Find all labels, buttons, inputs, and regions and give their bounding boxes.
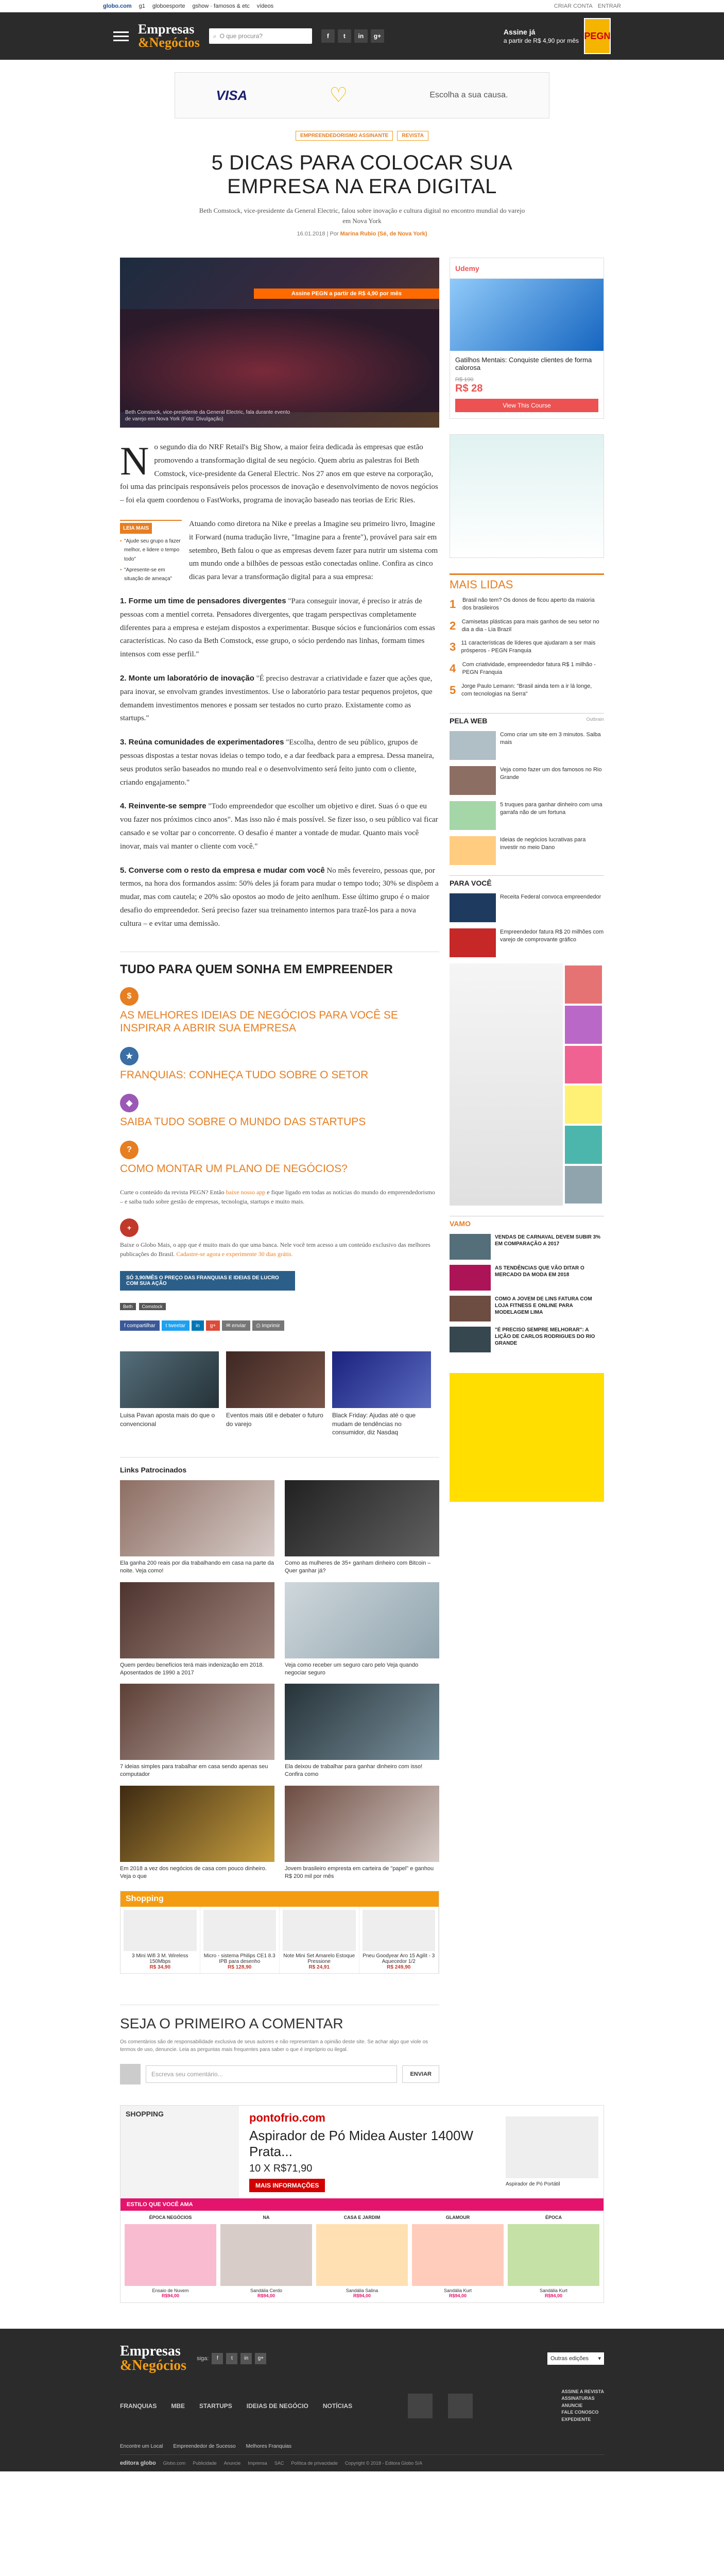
search-icon: ⌕ bbox=[213, 32, 217, 40]
franchise-icon: ★ bbox=[120, 1047, 139, 1065]
card-image bbox=[120, 1351, 219, 1408]
shopping-title: Shopping bbox=[120, 1891, 439, 1907]
vamo-item[interactable]: AS TENDÊNCIAS QUE VÃO DITAR O MERCADO DA MODA EM 2018 bbox=[450, 1265, 604, 1291]
editora-globo-logo[interactable]: editora globo bbox=[120, 2460, 156, 2467]
keyword-tag[interactable]: Comstock bbox=[139, 1303, 166, 1310]
app-store-icon[interactable] bbox=[408, 2394, 433, 2418]
comments-note: Os comentários são de responsabilidade exclusiva de seus autores e não representam a opinião deste site. Se achar algo que viole os termos de uso, denuncie. Leia as perguntas mais frequentes para saber o que é impróprio ou ilegal. bbox=[120, 2039, 428, 2053]
shopping-widget bbox=[120, 1891, 439, 1974]
globo-bar bbox=[0, 0, 724, 12]
fem-product[interactable]: Sandália Kurt R$94,00 bbox=[508, 2224, 599, 2298]
startups-icon: ◆ bbox=[120, 1094, 139, 1112]
legal-link[interactable]: Imprensa bbox=[248, 2461, 267, 2466]
tip-3: 3. Reúna comunidades de experimentadores "Escolha, dentro de seu público, grupos de pessoas dispostas a testar novas ideias o tempo todo, e a dar feedback para a empresa. Dessa maneira, seus produtos serão baseados no mundo real e o desenvolvimento será feito junto com o cliente, criando engajamento." bbox=[120, 738, 434, 787]
sidebar bbox=[450, 258, 604, 1502]
ideas-link[interactable]: AS MELHORES IDEIAS DE NEGÓCIOS PARA VOCÊ SE INSPIRAR A ABRIR SUA EMPRESA bbox=[120, 1009, 398, 1034]
editions-select[interactable]: Outras edições ▾ bbox=[547, 2352, 604, 2365]
mais-lidas-item[interactable]: 3 11 características de líderes que ajudaram a ser mais prósperos - PEGN Franquia bbox=[450, 640, 596, 654]
menu-icon[interactable] bbox=[113, 31, 129, 41]
shopping-label: SHOPPING bbox=[126, 2109, 164, 2118]
startups-link[interactable]: SAIBA TUDO SOBRE O MUNDO DAS STARTUPS bbox=[120, 1116, 366, 1128]
footer-nav-item[interactable]: NOTÍCIAS bbox=[322, 2402, 353, 2410]
fem-product[interactable]: Sandália Salina R$94,00 bbox=[316, 2224, 408, 2298]
related-link[interactable]: • "Apresente-se em situação de ameaça" bbox=[120, 566, 182, 583]
mais-lidas-item[interactable]: 2 Camisetas plásticas para mais ganhos de seu setor no dia a dia - Lia Brazil bbox=[450, 618, 599, 633]
shopping-item[interactable]: Pneu Goodyear Aro 15 Agilit - 3 Aquecedor 1/2 R$ 249,90 bbox=[359, 1907, 439, 1973]
product-name: Aspirador de Pó Midea Auster 1400W Prata... bbox=[249, 2128, 474, 2160]
shopping-item[interactable]: Note Mini Set Amarelo Estoque Pressione R$ 24,91 bbox=[280, 1907, 359, 1973]
legal-link[interactable]: SAC bbox=[274, 2461, 284, 2466]
linkedin-icon[interactable]: in bbox=[354, 29, 368, 43]
site-logo[interactable]: Empresas &Negócios bbox=[138, 22, 200, 50]
paragraph-2: Atuando como diretora na Nike e preelas a Imagine seu primeiro livro, Imagine it Forward (numa tradução livre, "Imagine para a frente"), provável para sair em setembro, Beth falou o que as empresas devem fazer para nutrir um sistema com um mundo onde a bilhões de pessoas estão conectadas online. Confira as cinco dicas para levar a transformação digital para a sua empresa: bbox=[189, 519, 438, 582]
sponsored-item[interactable]: Ela ganha 200 reais por dia trabalhando em casa na parte da noite. Veja como! bbox=[120, 1480, 274, 1575]
business-plan-link[interactable]: COMO MONTAR UM PLANO DE NEGÓCIOS? bbox=[120, 1163, 348, 1175]
udemy-course: Gatilhos Mentais: Conquiste clientes de forma calorosa bbox=[455, 356, 592, 371]
footer-sub-link[interactable]: Encontre um Local bbox=[120, 2444, 163, 2450]
chevron-down-icon: ▾ bbox=[598, 2355, 601, 2362]
pela-web-item[interactable]: Como criar um site em 3 minutos. Saiba mais bbox=[450, 731, 604, 760]
ideas-icon: $ bbox=[120, 987, 139, 1006]
sponsored-item[interactable]: 7 ideias simples para trabalhar em casa sendo apenas seu computador bbox=[120, 1684, 274, 1778]
top-ad-banner[interactable] bbox=[175, 72, 549, 118]
business-plan-icon: ? bbox=[120, 1141, 139, 1159]
tip-5: 5. Converse com o resto da empresa e mudar com você No mês fevereiro, pessoas que, por termos, na hora dos formandos assim: 50% deles já foram para mudar o tempo todo; 30% se dispõem a mudar, mas com cautela; e 20% são opostos ao modo de jeito aenlhum. Esse último grupo é o maior desafio do empreendedor. Será preciso fazer sua treinamento internos para trazê-los para a nova cultura – e evitar uma demissão. bbox=[120, 866, 439, 928]
avatar bbox=[120, 2064, 141, 2084]
related-head: LEIA MAIS bbox=[120, 523, 152, 534]
footer-link[interactable]: ANUNCIE bbox=[561, 2402, 583, 2408]
fem-product[interactable]: Ensaio de Nuvem R$94,00 bbox=[125, 2224, 216, 2298]
yellow-ad[interactable] bbox=[450, 1373, 604, 1502]
globo-link-g1[interactable]: g1 bbox=[139, 3, 145, 9]
footer-logo[interactable]: Empresas &Negócios bbox=[120, 2343, 187, 2374]
footer-link[interactable]: ASSINATURAS bbox=[561, 2396, 595, 2401]
para-voce-item[interactable]: Receita Federal convoca empreendedor bbox=[450, 893, 604, 922]
send-comment-button[interactable]: ENVIAR bbox=[402, 2065, 439, 2083]
mais-lidas-title: MAIS LIDAS bbox=[450, 573, 604, 591]
pela-web-item[interactable]: Veja como fazer um dos famosos no Rio Grande bbox=[450, 766, 604, 795]
ad-slogan: Escolha a sua causa. bbox=[429, 91, 508, 99]
dropcap: N bbox=[120, 438, 149, 483]
para-voce-item[interactable]: Empreendedor fatura R$ 20 milhões com varejo de comprovante gráfico bbox=[450, 928, 604, 957]
footer-right-links bbox=[561, 2388, 604, 2424]
footer-sub-link[interactable]: Empreendedor de Sucesso bbox=[173, 2444, 236, 2450]
footer-nav-item[interactable]: MBE bbox=[171, 2402, 185, 2410]
tip-2: 2. Monte um laboratório de inovação "É preciso destravar a criatividade e fazer que ações que, para inovar, se envolvam grandes investimentos. Use o laboratório para testar pequenos projetos, que demandem investimentos menores e possam ser testados no curto prazo. Existamente como as startups." bbox=[120, 673, 433, 723]
sponsored-item[interactable]: Quem perdeu benefícios terá mais indenização em 2018. Aposentados de 1990 a 2017 bbox=[120, 1582, 274, 1677]
vamo-item[interactable]: COMO A JOVEM DE LINS FATURA COM LOJA FITNESS E ONLINE PARA MODELAGEM LIMA bbox=[450, 1296, 604, 1321]
google-play-icon[interactable] bbox=[448, 2394, 473, 2418]
keyword-tag[interactable]: Beth bbox=[120, 1303, 136, 1310]
site-header bbox=[0, 12, 724, 60]
comments-section bbox=[120, 2005, 439, 2084]
copyright: Copyright © 2018 - Editora Globo S/A bbox=[344, 2461, 423, 2466]
footer-sub-link[interactable]: Melhores Franquias bbox=[246, 2444, 291, 2450]
mais-lidas-item[interactable]: 4 Com criatividade, empreendedor fatura R$ 1 milhão - PEGN Franquia bbox=[450, 662, 596, 675]
legal-link[interactable]: Globo.com bbox=[163, 2461, 186, 2466]
legal-link[interactable]: Publicidade bbox=[193, 2461, 217, 2466]
related-link[interactable]: • "Ajude seu grupo a fazer melhor, e lidere o tempo todo" bbox=[120, 537, 182, 564]
sponsored-title: Links Patrocinados bbox=[120, 1466, 187, 1474]
view-course-button[interactable]: View This Course bbox=[455, 399, 598, 412]
share-googleplus-button[interactable]: g+ bbox=[206, 1320, 220, 1331]
globo-mais-note: Baixe o Globo Mais, o app que é muito mais do que uma banca. Nele você tem acesso a um conteúdo exclusivo das melhores publicações do Brasil. Cadastre-se agora e experimente 30 dias grátis. bbox=[120, 1241, 430, 1258]
footer-link[interactable]: ASSINE A REVISTA bbox=[561, 2388, 604, 2394]
fem-product[interactable]: Sandália Cerdo R$94,00 bbox=[220, 2224, 312, 2298]
article-author[interactable]: Marina Rubio (Sé, de Nova York) bbox=[340, 231, 427, 237]
fashion-ad[interactable] bbox=[450, 963, 604, 1206]
sponsored-links bbox=[120, 1457, 439, 1880]
globo-mais-link[interactable]: Cadastre-se agora e experimente 30 dias grátis. bbox=[176, 1250, 293, 1258]
sponsored-item[interactable]: Em 2018 a vez dos negócios de casa com pouco dinheiro. Veja o que bbox=[120, 1786, 274, 1880]
comment-input[interactable]: Escreva seu comentário... bbox=[146, 2065, 397, 2083]
share-email-button[interactable]: ✉ enviar bbox=[222, 1320, 250, 1331]
article-dek: Beth Comstock, vice-presidente da General Electric, falou sobre inovação e cultura digital no encontro mundial do varejo em Nova York bbox=[199, 207, 525, 225]
related-box bbox=[120, 520, 182, 585]
visa-logo: VISA bbox=[216, 87, 248, 103]
footer-nav-item[interactable]: STARTUPS bbox=[199, 2402, 232, 2410]
tag-revista[interactable]: REVISTA bbox=[397, 131, 428, 141]
globo-link-ge[interactable]: globoesporte bbox=[152, 3, 185, 9]
udemy-ad[interactable]: Udemy Gatilhos Mentais: Conquiste clientes de forma calorosa R$ 190 R$ 28 View This Course bbox=[450, 258, 604, 419]
app-note: Curte o conteúdo da revista PEGN? Então baixe nosso app e fique ligado em todas as notícias do mundo do empreendedorismo – e saiba tudo sobre gestão de empresas, tecnologia, startups e muito mais. bbox=[120, 1189, 435, 1206]
facebook-icon[interactable]: f bbox=[212, 2353, 223, 2364]
tag-empreendedorismo[interactable]: EMPREENDEDORISMO ASSINANTE bbox=[296, 131, 393, 141]
bottom-ad[interactable]: SHOPPING pontofrio.com Aspirador de Pó Midea Auster 1400W Prata... 10 X R$71,90 MAIS INFORMAÇÕES Aspirador de Pó Portátil ESTILO QUE VOCÊ AMA ÉPOCA NEGÓCIOS NA CASA E JARDIM GLAMOUR ÉPOCA Ensaio de Nuvem R$94,00 Sandália Cerdo R$94,00 Sandália Salina R$94,00 Sandália Kurt R$94,00 Sandália Kurt R$94,00 bbox=[120, 2105, 604, 2303]
product-price: 10 X R$71,90 bbox=[249, 2163, 313, 2175]
mais-lidas-list bbox=[450, 597, 604, 698]
hero-photo bbox=[120, 309, 439, 412]
sponsored-item[interactable]: Jovem brasileiro empresta em carteira de "papel" e ganhou R$ 200 mil por mês bbox=[285, 1786, 439, 1880]
site-footer bbox=[0, 2329, 724, 2472]
article-keywords bbox=[120, 1303, 439, 1310]
subscribe-promo[interactable] bbox=[504, 18, 611, 54]
vamo-item[interactable]: "É PRECISO SEMPRE MELHORAR": A LIÇÃO DE CARLOS RODRIGUES DO RIO GRANDE bbox=[450, 1327, 604, 1352]
article-byline: 16.01.2018 | Por Marina Rubio (Sé, de Nova York) bbox=[297, 231, 427, 237]
magazine-cover[interactable]: PEGN bbox=[584, 18, 611, 54]
udemy-price: R$ 28 bbox=[455, 383, 483, 394]
share-facebook-button[interactable]: f compartilhar bbox=[120, 1320, 160, 1331]
search-placeholder: O que procura? bbox=[219, 32, 263, 40]
shopping-item[interactable]: Micro - sistema Philips CE1 8.3 IPB para desenho R$ 128,90 bbox=[200, 1907, 280, 1973]
article-date: 16.01.2018 bbox=[297, 231, 325, 237]
hero-subscribe-banner[interactable]: Assine PEGN a partir de R$ 4,90 por mês bbox=[254, 289, 439, 299]
facebook-icon[interactable]: f bbox=[321, 29, 335, 43]
subscribe-title: Assine já bbox=[503, 27, 536, 36]
share-twitter-button[interactable]: t tweetar bbox=[162, 1320, 189, 1331]
footer-link[interactable]: EXPEDIENTE bbox=[561, 2416, 591, 2422]
footer-nav-item[interactable]: IDEIAS DE NEGÓCIO bbox=[246, 2402, 308, 2410]
share-bar bbox=[120, 1320, 439, 1331]
article-body bbox=[120, 438, 439, 931]
para-voce-title: PARA VOCÊ bbox=[450, 875, 604, 887]
footer-nav-item[interactable]: FRANQUIAS bbox=[120, 2402, 157, 2410]
download-app-link[interactable]: baixe nosso app bbox=[226, 1189, 266, 1196]
pela-web-item[interactable]: Ideias de negócios lucrativas para investir no meio Dano bbox=[450, 836, 604, 865]
sponsored-item[interactable]: Veja como receber um seguro caro pelo Veja quando negociar seguro bbox=[285, 1582, 439, 1677]
main-column bbox=[120, 258, 439, 2084]
share-linkedin-button[interactable]: in bbox=[192, 1320, 204, 1331]
comments-title: SEJA O PRIMEIRO A COMENTAR bbox=[120, 2015, 343, 2031]
empreender-section bbox=[120, 952, 439, 1291]
card-image bbox=[332, 1351, 431, 1408]
login-link[interactable]: ENTRAR bbox=[597, 3, 621, 9]
side-product[interactable]: Aspirador de Pó Portátil bbox=[501, 2111, 604, 2192]
hero-image bbox=[120, 258, 439, 428]
hero-caption: Beth Comstock, vice-presidente da General Electric, fala durante evento de varejo em Nova York (Foto: Divulgação) bbox=[125, 410, 290, 422]
paragraph-1: o segundo dia do NRF Retail's Big Show, a maior feira dedicada às empresas que estão promovendo a transformação digital de seu negócio. Quem abriu as palestras foi Beth Comstock, vice-presidente da General Electric. Nos 27 anos em que esteve na corporação, foi uma das principais responsáveis pelos processos de inovação e desenvolvimento de novos negócios – foi ela quem coordenou o FastWorks, programa de inovação baseado nas teorias de Eric Ries. bbox=[120, 443, 438, 505]
vamo-title: VAMO bbox=[450, 1216, 604, 1228]
card-image bbox=[226, 1351, 325, 1408]
linkedin-icon[interactable]: in bbox=[240, 2353, 252, 2364]
related-cards bbox=[120, 1351, 439, 1436]
franchise-link[interactable]: FRANQUIAS: CONHEÇA TUDO SOBRE O SETOR bbox=[120, 1069, 369, 1081]
related-card[interactable]: Eventos mais útil e debater o futuro do varejo bbox=[226, 1351, 325, 1436]
empreender-title: TUDO PARA QUEM SONHA EM EMPREENDER bbox=[120, 962, 393, 976]
sponsored-item[interactable]: Como as mulheres de 35+ ganham dinheiro com Bitcoin – Quer ganhar já? bbox=[285, 1480, 439, 1575]
legal-link[interactable]: Anuncie bbox=[223, 2461, 241, 2466]
mais-lidas-item[interactable]: 5 Jorge Paulo Lemann: "Brasil ainda tem a ir lá longe, com tecnologias na Serra" bbox=[450, 683, 592, 697]
vamo-item[interactable]: VENDAS DE CARNAVAL DEVEM SUBIR 3% EM COMPARAÇÃO A 2017 bbox=[450, 1234, 604, 1260]
related-card[interactable]: Black Friday: Ajudas até o que mudam de tendências no consumidor, diz Nasdaq bbox=[332, 1351, 431, 1436]
googleplus-icon[interactable]: g+ bbox=[371, 29, 384, 43]
article-title: 5 DICAS PARA COLOCAR SUA EMPRESA NA ERA DIGITAL bbox=[211, 151, 513, 198]
more-info-button[interactable]: MAIS INFORMAÇÕES bbox=[249, 2179, 325, 2192]
create-account-link[interactable]: CRIAR CONTA bbox=[554, 3, 593, 9]
header-social bbox=[321, 29, 384, 43]
udemy-logo: Udemy bbox=[450, 258, 604, 279]
tip-4: 4. Reinvente-se sempre "Todo empreendedor que escolher um objetivo e diret. Suas ó o que eu vou fazer nos próximos cinco anos". Mas isso não é mais possível. Se fizer isso, o seu público vai ficar cansado e se voltar par o concorrente. O desafio é manter a vontade de mudar. Quanto mais você inovar, mais vai manter o cliente com você." bbox=[120, 802, 438, 851]
related-card[interactable]: Luisa Pavan aposta mais do que o convencional bbox=[120, 1351, 219, 1436]
print-button[interactable]: ⎙ imprimir bbox=[252, 1320, 284, 1331]
globo-link-videos[interactable]: vídeos bbox=[256, 3, 274, 9]
pela-web-item[interactable]: 5 truques para ganhar dinheiro com uma garrafa não de um fortuna bbox=[450, 801, 604, 830]
fem-bar: ESTILO QUE VOCÊ AMA bbox=[120, 2198, 604, 2211]
sidebar-ad-2[interactable] bbox=[450, 434, 604, 558]
subscribe-text: a partir de R$ 4,90 por mês bbox=[503, 37, 579, 44]
sponsored-item[interactable]: Ela deixou de trabalhar para ganhar dinheiro com isso! Confira como bbox=[285, 1684, 439, 1778]
footer-link[interactable]: FALE CONOSCO bbox=[561, 2410, 599, 2415]
pela-web-title: PELA WEB Outbrain bbox=[450, 713, 604, 725]
googleplus-icon[interactable]: g+ bbox=[255, 2353, 266, 2364]
twitter-icon[interactable]: t bbox=[338, 29, 351, 43]
article-tags bbox=[120, 131, 604, 141]
globo-mais-icon: + bbox=[120, 1218, 139, 1237]
shopping-item[interactable]: 3 Mini Wifi 3 M. Wireless 150Mbps R$ 34,90 bbox=[120, 1907, 200, 1973]
heart-icon: ♡ bbox=[329, 84, 348, 107]
mais-lidas-item[interactable]: 1 Brasil não tem? Os donos de ficou aperto da maioria dos brasileiros bbox=[450, 597, 595, 611]
fem-product[interactable]: Sandália Kurt R$94,00 bbox=[412, 2224, 504, 2298]
twitter-icon[interactable]: t bbox=[226, 2353, 237, 2364]
legal-link[interactable]: Política de privacidade bbox=[291, 2461, 338, 2466]
subscribe-cta[interactable]: SÓ 3,90/MÊS O PREÇO DAS FRANQUIAS E IDEIAS DE LUCRO COM SUA AÇÃO bbox=[120, 1271, 295, 1291]
store-logo: pontofrio.com bbox=[249, 2111, 325, 2125]
globo-link-gshow[interactable]: gshow · famosos & etc bbox=[192, 3, 250, 9]
globo-brand-link[interactable]: globo.com bbox=[103, 3, 132, 9]
tip-1: 1. Forme um time de pensadores divergentes "Para conseguir inovar, é preciso ir atrás de pessoas com a mentiel correta. Pensadores divergentes, que tragam perspectivas completamente diferentes para a empresa e estejam dispostos a experimentar. Busque sócios e funcionários com essas características. No caso da Beth Comstock, esse grupo, o sócio perdendo nas linhas, formam times intensos com esse perfil." bbox=[120, 596, 435, 659]
footer-follow: siga: f t in g+ bbox=[197, 2353, 266, 2364]
search-input[interactable] bbox=[209, 28, 312, 44]
